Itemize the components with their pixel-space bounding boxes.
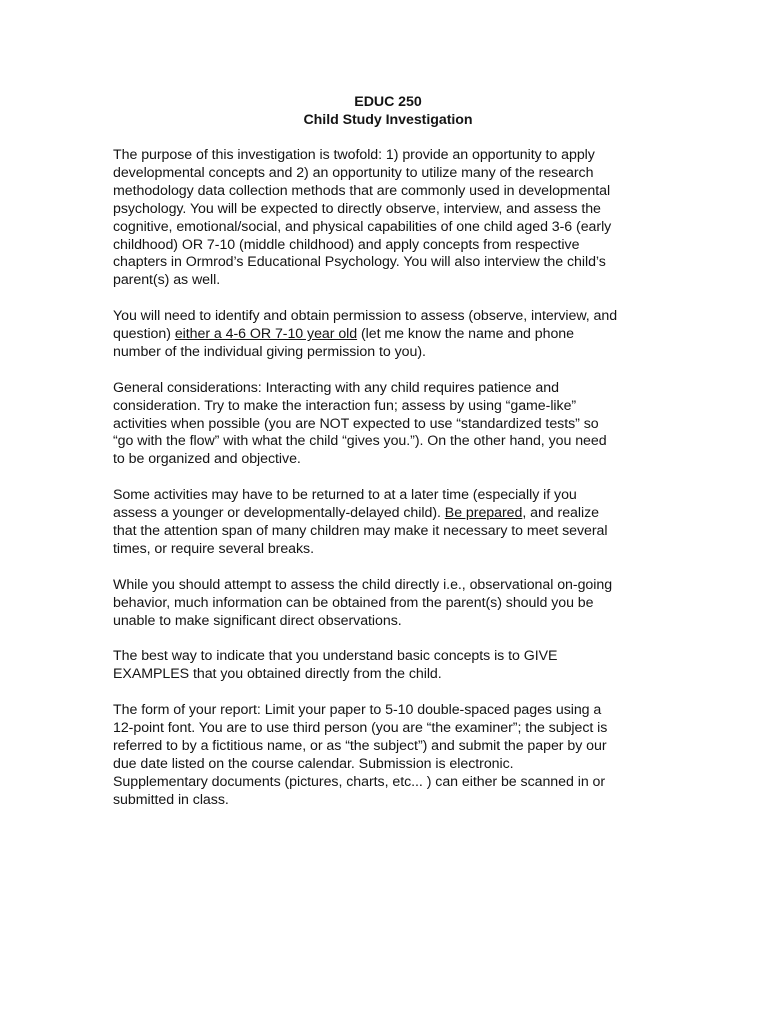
purpose-line: parent(s) as well. xyxy=(113,272,221,289)
permission-line-end: (let me know the name and phone xyxy=(357,326,574,343)
direct-line: behavior, much information can be obtained from the parent(s) should you be xyxy=(113,594,594,611)
activities-line-start: assess a younger or developmentally-delayed child). xyxy=(113,505,445,522)
document-title: Child Study Investigation xyxy=(303,112,473,128)
report-line: The form of your report: Limit your paper to 5-10 double-spaced pages using a xyxy=(113,702,602,718)
activities-line: times, or require several breaks. xyxy=(113,540,314,557)
purpose-paragraph xyxy=(113,147,663,290)
direct-line: unable to make significant direct observations. xyxy=(113,612,402,629)
report-line: 12-point font. You are to use third person (you are “the examiner”; the subject is xyxy=(113,719,608,736)
purpose-line: chapters in Ormrod’s Educational Psychology. You will also interview the child’s xyxy=(113,254,606,271)
document-page xyxy=(113,93,663,827)
activities-line-end: , and realize xyxy=(522,505,599,522)
purpose-line: methodology data collection methods that are commonly used in developmental xyxy=(113,182,611,199)
general-line: to be organized and objective. xyxy=(113,451,301,468)
report-line: referred to by a fictitious name, or as “the subject”) and submit the paper by our xyxy=(113,737,607,754)
purpose-line: cognitive, emotional/social, and physical capabilities of one child aged 3-6 (early xyxy=(113,218,612,235)
direct-assessment-paragraph xyxy=(113,577,663,631)
be-prepared-emphasis: Be prepared xyxy=(444,505,523,522)
examples-paragraph xyxy=(113,648,663,684)
general-line: General considerations: Interacting with any child requires patience and xyxy=(113,379,559,396)
direct-line: While you should attempt to assess the child directly i.e., observational on-going xyxy=(113,576,613,593)
general-line: “go with the flow” with what the child “gives you.”). On the other hand, you need xyxy=(113,433,607,450)
general-line: activities when possible (you are NOT expected to use “standardized tests” so xyxy=(113,415,599,432)
report-line: submitted in class. xyxy=(113,791,229,808)
age-range-emphasis: either a 4-6 OR 7-10 year old xyxy=(174,326,358,343)
course-code: EDUC 250 xyxy=(354,94,422,110)
permission-line: number of the individual giving permission to you). xyxy=(113,343,426,360)
examples-line: EXAMPLES that you obtained directly from the child. xyxy=(113,666,442,683)
report-line: Supplementary documents (pictures, charts, etc... ) can either be scanned in or xyxy=(113,773,606,790)
activities-line: that the attention span of many children may make it necessary to meet several xyxy=(113,522,608,539)
report-line: due date listed on the course calendar. Submission is electronic. xyxy=(113,755,514,772)
purpose-line: The purpose of this investigation is twofold: 1) provide an opportunity to apply xyxy=(113,147,595,163)
general-line: consideration. Try to make the interaction fun; assess by using “game-like” xyxy=(113,397,577,414)
purpose-line: psychology. You will be expected to directly observe, interview, and assess the xyxy=(113,200,601,217)
report-form-paragraph xyxy=(113,702,663,809)
purpose-line: childhood) OR 7-10 (middle childhood) and apply concepts from respective xyxy=(113,236,580,253)
permission-paragraph xyxy=(113,308,663,362)
activities-line: Some activities may have to be returned to at a later time (especially if you xyxy=(113,487,577,504)
permission-line: You will need to identify and obtain permission to assess (observe, interview, and xyxy=(113,308,618,325)
general-considerations-paragraph xyxy=(113,380,663,470)
purpose-line: developmental concepts and 2) an opportunity to utilize many of the research xyxy=(113,164,594,181)
examples-line: The best way to indicate that you understand basic concepts is to GIVE xyxy=(113,648,558,665)
permission-line-start: question) xyxy=(113,326,175,343)
activities-paragraph xyxy=(113,487,663,559)
